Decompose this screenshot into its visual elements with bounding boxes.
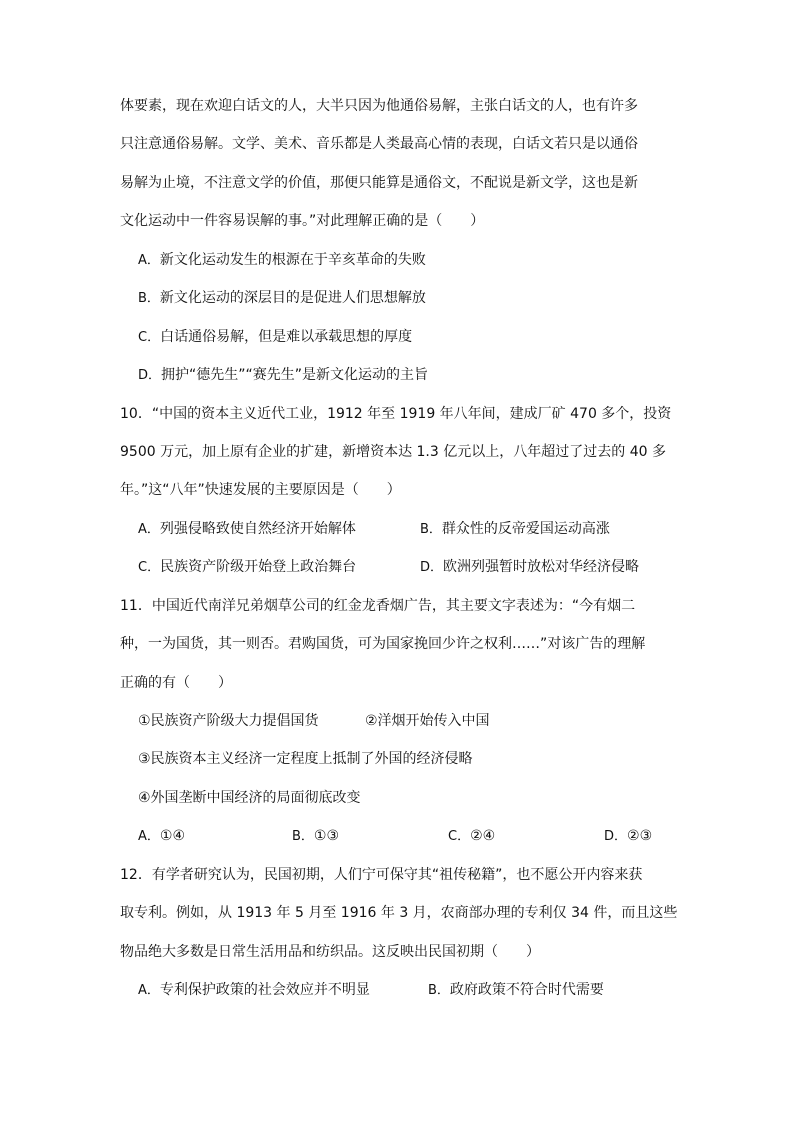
q11-statement-2: ②洋烟开始传入中国 [365,713,490,729]
q11-statement-row-12 [120,702,680,740]
option-text: 列强侵略致使自然经济开始解体 [159,520,356,537]
option-text: 群众性的反帝爱国运动高涨 [441,520,610,537]
q9-line-2: 只注意通俗易解。文学、美术、音乐都是人类最高心情的表现，白话文若只是以通俗 [120,136,638,153]
q10-line-1: 10．“中国的资本主义近代工业，1912 年至 1919 年八年间，建成厂矿 470 多个，投资 [120,405,672,422]
option-text: ①③ [313,828,340,845]
q9-option-row-a [120,241,680,279]
option-key: C． [448,829,471,845]
q11-line-1: 11．中国近代南洋兄弟烟草公司的红金龙香烟广告，其主要文字表述为：“今有烟二 [120,597,636,614]
q11-line-2: 种，一为国货，其一则否。君购国货，可为国家挽回少许之权利……”对该广告的理解 [120,636,646,653]
option-key: A． [138,252,160,268]
option-key: C． [138,560,161,576]
option-key: B． [138,291,160,307]
q9-option-row-c [120,318,680,356]
q9-line-1: 体要素，现在欢迎白话文的人，大半只因为他通俗易解，主张白话文的人，也有许多 [120,98,638,114]
q12-option-b [428,971,604,1010]
option-key: A． [138,983,160,999]
option-key: D． [604,829,628,845]
q11-statement-3: ③民族资本主义经济一定程度上抵制了外国的经济侵略 [138,751,473,768]
q10-option-row-ab [120,510,680,548]
option-text: ②③ [627,828,653,845]
option-key: B． [428,983,450,999]
q9-option-row-d [120,356,680,394]
q11-statement-row-3 [120,740,680,778]
q11-statement-1: ①民族资产阶级大力提倡国货 [138,713,319,729]
option-text: 白话通俗易解，但是难以承载思想的厚度 [160,328,413,345]
q11-option-a [138,817,185,856]
option-text: 新文化运动的深层目的是促进人们思想解放 [159,290,426,307]
q11-statement-row-4 [120,779,680,817]
option-text: 民族资产阶级开始登上政治舞台 [160,559,357,576]
option-text: 政府政策不符合时代需要 [449,982,604,999]
q11-line-3: 正确的有（ ） [120,674,232,691]
q11-option-b [292,817,339,856]
q12-option-row-ab [120,971,680,1009]
q11-option-c [448,817,495,856]
q9-option-row-b [120,279,680,317]
q9-line-4: 文化运动中一件容易误解的事。”对此理解正确的是（ ） [120,213,485,230]
option-key: C． [138,329,161,345]
q12-line-2: 取专利。例如，从 1913 年 5 月至 1916 年 3 月，农商部办理的专利仅 34 件，而且这些 [120,905,678,922]
q9-option-c [138,318,412,357]
q11-option-d [604,817,652,856]
option-key: A． [138,521,160,537]
q11-statement-4: ④外国垄断中国经济的局面彻底改变 [138,789,361,806]
q10-option-row-cd [120,548,680,586]
option-text: ②④ [470,828,496,845]
option-text: 欧洲列强暂时放松对华经济侵略 [443,559,640,576]
option-key: A． [138,829,160,845]
q12-option-a [138,971,370,1010]
q9-option-b [138,279,426,318]
option-text: 拥护“德先生”“赛先生”是新文化运动的主旨 [161,367,429,384]
q10-option-d [420,548,639,587]
q9-line-3: 易解为止境，不注意文学的价值，那便只能算是通俗文，不配说是新文学，这也是新 [120,174,638,191]
option-key: D． [420,560,444,576]
option-key: B． [292,829,314,845]
option-key: D． [138,368,162,384]
option-key: B． [420,521,442,537]
q12-line-1: 12．有学者研究认为，民国初期，人们宁可保守其“祖传秘籍”，也不愿公开内容来获 [120,866,643,883]
q10-option-c [138,548,356,587]
option-text: 新文化运动发生的根源在于辛亥革命的失败 [159,251,426,268]
option-text: ①④ [159,828,186,845]
q9-option-d [138,356,428,395]
option-text: 专利保护政策的社会效应并不明显 [159,982,370,999]
q10-option-a [138,510,356,549]
q11-option-row [120,817,680,855]
q12-line-3: 物品绝大多数是日常生活用品和纺织品。这反映出民国初期（ ） [120,943,540,960]
q10-option-b [420,510,610,549]
q9-option-a [138,241,426,280]
q10-line-2: 9500 万元，加上原有企业的扩建，新增资本达 1.3 亿元以上，八年超过了过去的 40 多 [120,443,666,460]
q10-line-3: 年。”这“八年”快速发展的主要原因是（ ） [120,482,401,499]
page-body [120,87,680,1010]
